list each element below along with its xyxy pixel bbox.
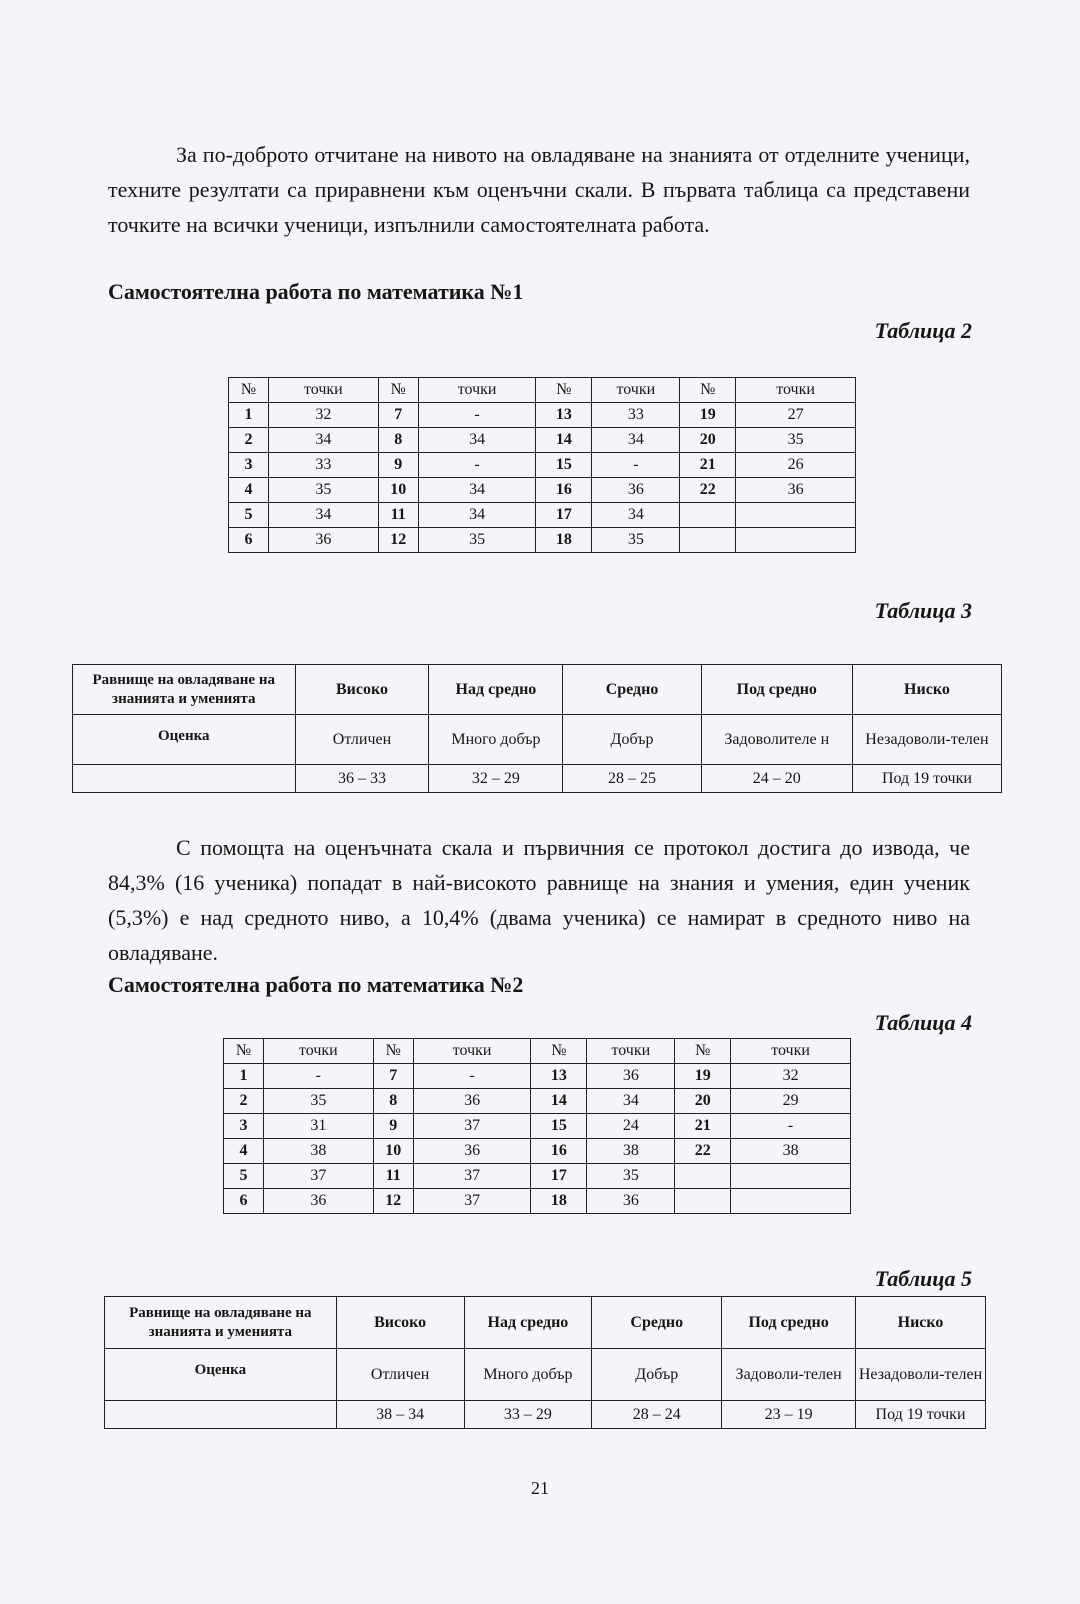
student-number: 5 [229, 503, 269, 528]
level-cell: Високо [295, 665, 429, 715]
student-points: 34 [268, 503, 378, 528]
student-number: 4 [229, 478, 269, 503]
header-cell: № [373, 1039, 413, 1064]
grade-cell: Добър [563, 715, 701, 765]
student-number: 10 [378, 478, 418, 503]
grade-label: Оценка [105, 1349, 337, 1401]
student-number [675, 1164, 731, 1189]
table-row [229, 453, 856, 478]
student-points: 36 [736, 478, 856, 503]
grade-cell: Много добър [429, 715, 563, 765]
student-number: 1 [229, 403, 269, 428]
student-points: 36 [413, 1139, 531, 1164]
header-cell: № [680, 378, 736, 403]
student-points: 34 [592, 503, 680, 528]
student-points: 38 [731, 1139, 851, 1164]
table-header-row [229, 378, 856, 403]
student-number [680, 528, 736, 553]
level-cell: Над средно [464, 1297, 592, 1349]
header-cell: точки [413, 1039, 531, 1064]
header-cell: № [531, 1039, 587, 1064]
level-cell: Високо [336, 1297, 464, 1349]
student-number: 11 [378, 503, 418, 528]
table-row [229, 528, 856, 553]
range-cell: 24 – 20 [701, 765, 852, 793]
student-points: - [263, 1064, 373, 1089]
table-header-row [224, 1039, 851, 1064]
grades-row [105, 1349, 986, 1401]
student-points: 37 [413, 1164, 531, 1189]
header-cell: № [536, 378, 592, 403]
student-points: 34 [587, 1089, 675, 1114]
student-number: 19 [680, 403, 736, 428]
student-number: 9 [378, 453, 418, 478]
student-number: 14 [536, 428, 592, 453]
grades-row [73, 715, 1002, 765]
header-cell: № [224, 1039, 264, 1064]
student-number: 2 [229, 428, 269, 453]
student-points: - [418, 453, 536, 478]
table-row [229, 478, 856, 503]
student-points: 34 [418, 428, 536, 453]
student-points: 35 [592, 528, 680, 553]
student-points [731, 1189, 851, 1214]
student-points: 35 [587, 1164, 675, 1189]
grade-cell: Отличен [295, 715, 429, 765]
student-number: 3 [229, 453, 269, 478]
header-cell: точки [263, 1039, 373, 1064]
empty-cell [105, 1401, 337, 1429]
student-points: 34 [592, 428, 680, 453]
header-cell: № [675, 1039, 731, 1064]
student-points: 37 [263, 1164, 373, 1189]
table-row [224, 1064, 851, 1089]
student-number: 7 [378, 403, 418, 428]
student-number: 13 [536, 403, 592, 428]
student-number: 18 [531, 1189, 587, 1214]
level-cell: Средно [592, 1297, 722, 1349]
range-cell: 38 – 34 [336, 1401, 464, 1429]
student-points: 36 [587, 1064, 675, 1089]
student-number [675, 1189, 731, 1214]
student-points: 32 [268, 403, 378, 428]
table-row [224, 1164, 851, 1189]
student-points: 33 [592, 403, 680, 428]
student-points: 37 [413, 1114, 531, 1139]
range-cell: 28 – 25 [563, 765, 701, 793]
student-points: 27 [736, 403, 856, 428]
student-number: 15 [531, 1114, 587, 1139]
caption-table-2: Таблица 2 [874, 318, 972, 343]
caption-table-4: Таблица 4 [874, 1010, 972, 1035]
student-points: 31 [263, 1114, 373, 1139]
student-points: 37 [413, 1189, 531, 1214]
student-number: 8 [373, 1089, 413, 1114]
table-3-grading-scale [72, 664, 1002, 793]
header-cell: точки [418, 378, 536, 403]
empty-cell [73, 765, 296, 793]
ranges-row [105, 1401, 986, 1429]
student-number: 22 [675, 1139, 731, 1164]
header-cell: № [378, 378, 418, 403]
range-cell: Под 19 точки [856, 1401, 986, 1429]
table-2-points [228, 377, 856, 553]
student-number: 17 [531, 1164, 587, 1189]
student-number: 18 [536, 528, 592, 553]
levels-row [105, 1297, 986, 1349]
student-points: - [413, 1064, 531, 1089]
range-cell: 36 – 33 [295, 765, 429, 793]
student-points: - [592, 453, 680, 478]
student-points: 35 [268, 478, 378, 503]
student-number: 7 [373, 1064, 413, 1089]
table-row [229, 428, 856, 453]
student-number: 6 [229, 528, 269, 553]
student-number: 22 [680, 478, 736, 503]
student-points [736, 528, 856, 553]
range-cell: 32 – 29 [429, 765, 563, 793]
caption-table-3: Таблица 3 [874, 598, 972, 623]
range-cell: 28 – 24 [592, 1401, 722, 1429]
student-points: 36 [592, 478, 680, 503]
student-number: 19 [675, 1064, 731, 1089]
range-cell: 33 – 29 [464, 1401, 592, 1429]
student-number: 12 [378, 528, 418, 553]
range-cell: 23 – 19 [722, 1401, 856, 1429]
header-cell: точки [268, 378, 378, 403]
student-points: 35 [263, 1089, 373, 1114]
student-number: 20 [680, 428, 736, 453]
ranges-row [73, 765, 1002, 793]
header-cell: точки [587, 1039, 675, 1064]
section-heading-1: Самостоятелна работа по математика №1 [108, 279, 524, 304]
student-points: - [731, 1114, 851, 1139]
student-number: 1 [224, 1064, 264, 1089]
student-points: 36 [263, 1189, 373, 1214]
table-5-grading-scale [104, 1296, 986, 1429]
student-points: 38 [263, 1139, 373, 1164]
caption-table-5: Таблица 5 [874, 1266, 972, 1291]
results-paragraph: С помощта на оценъчната скала и първичния се протокол достига до извода, че 84,3% (16 ученика) попадат в най-високото равнище на знания и умения, един ученик (5,3%) е над средното ниво, а 10,4% (двама ученика) се намират в средното ниво на овладяване. [108, 835, 970, 965]
student-number: 5 [224, 1164, 264, 1189]
page-number: 21 [531, 1478, 549, 1498]
level-label: Равнище на овладяване на знанията и уменията [73, 665, 296, 715]
grade-cell: Много добър [464, 1349, 592, 1401]
student-points: 35 [418, 528, 536, 553]
student-number: 12 [373, 1189, 413, 1214]
level-label: Равнище на овладяване на знанията и уменията [105, 1297, 337, 1349]
student-points: 34 [268, 428, 378, 453]
student-number: 16 [536, 478, 592, 503]
header-cell: точки [731, 1039, 851, 1064]
intro-paragraph: За по-доброто отчитане на нивото на овладяване на знанията от отделните ученици, техните резултати са приравнени към оценъчни скали. В първата таблица са представени точките на всички ученици, изпълнили самостоятелната работа. [108, 142, 970, 237]
student-points: - [418, 403, 536, 428]
grade-cell: Добър [592, 1349, 722, 1401]
level-cell: Ниско [852, 665, 1001, 715]
header-cell: точки [736, 378, 856, 403]
student-points: 35 [736, 428, 856, 453]
student-number: 3 [224, 1114, 264, 1139]
section-heading-2: Самостоятелна работа по математика №2 [108, 972, 524, 997]
student-points: 26 [736, 453, 856, 478]
level-cell: Ниско [856, 1297, 986, 1349]
student-number: 21 [680, 453, 736, 478]
grade-label: Оценка [73, 715, 296, 765]
student-points: 38 [587, 1139, 675, 1164]
grade-cell: Незадоволи-телен [856, 1349, 986, 1401]
level-cell: Под средно [701, 665, 852, 715]
grade-cell: Незадоволи-телен [852, 715, 1001, 765]
table-row [224, 1139, 851, 1164]
grade-cell: Задоволи-телен [722, 1349, 856, 1401]
student-number: 11 [373, 1164, 413, 1189]
table-4-points [223, 1038, 851, 1214]
table-row [224, 1114, 851, 1139]
header-cell: № [229, 378, 269, 403]
student-number: 21 [675, 1114, 731, 1139]
student-points: 36 [587, 1189, 675, 1214]
student-number: 13 [531, 1064, 587, 1089]
level-cell: Средно [563, 665, 701, 715]
student-points: 34 [418, 503, 536, 528]
grade-cell: Задоволителе н [701, 715, 852, 765]
student-number: 9 [373, 1114, 413, 1139]
student-number: 8 [378, 428, 418, 453]
student-number: 4 [224, 1139, 264, 1164]
student-points [731, 1164, 851, 1189]
level-cell: Под средно [722, 1297, 856, 1349]
student-number: 10 [373, 1139, 413, 1164]
student-number: 15 [536, 453, 592, 478]
student-points: 36 [268, 528, 378, 553]
student-points: 34 [418, 478, 536, 503]
table-row [229, 503, 856, 528]
student-number: 6 [224, 1189, 264, 1214]
levels-row [73, 665, 1002, 715]
student-points: 24 [587, 1114, 675, 1139]
student-points: 32 [731, 1064, 851, 1089]
table-row [224, 1189, 851, 1214]
student-number: 2 [224, 1089, 264, 1114]
table-row [229, 403, 856, 428]
student-points [736, 503, 856, 528]
student-number: 14 [531, 1089, 587, 1114]
student-number: 16 [531, 1139, 587, 1164]
student-number: 20 [675, 1089, 731, 1114]
grade-cell: Отличен [336, 1349, 464, 1401]
student-points: 33 [268, 453, 378, 478]
student-number: 17 [536, 503, 592, 528]
student-number [680, 503, 736, 528]
student-points: 36 [413, 1089, 531, 1114]
header-cell: точки [592, 378, 680, 403]
table-row [224, 1089, 851, 1114]
range-cell: Под 19 точки [852, 765, 1001, 793]
student-points: 29 [731, 1089, 851, 1114]
level-cell: Над средно [429, 665, 563, 715]
